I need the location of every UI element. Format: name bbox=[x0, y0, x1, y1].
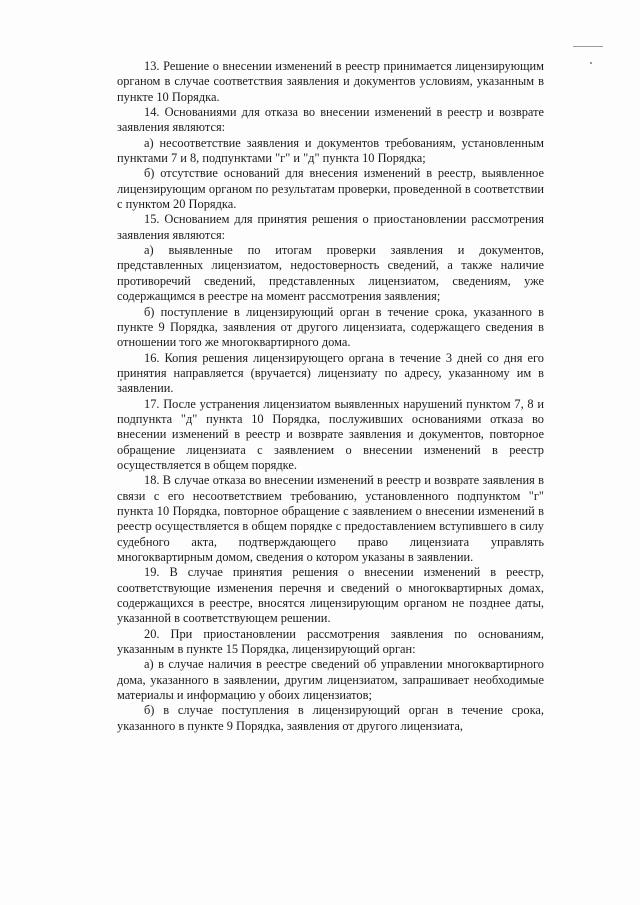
paragraph-13: 13. Решение о внесении изменений в реестр принимается лицензирующим органом в случае соответствия заявления и документов условиям, указанным в пункте 10 Порядка. bbox=[117, 59, 544, 104]
paragraph-20: 20. При приостановлении рассмотрения заявления по основаниям, указанным в пункте 15 Порядка, лицензирующий орган: bbox=[117, 626, 544, 657]
document-body bbox=[117, 59, 544, 734]
paragraph-17: 17. После устранения лицензиатом выявленных нарушений пунктом 7, 8 и подпункта "д" пункта 10 Порядка, послуживших основаниями отказа во внесении изменений в реестр и возврате заявления и документов, повторное обращение лицензиата с заявлением о внесении изменений в реестр осуществляется в общем порядке. bbox=[117, 396, 544, 472]
paragraph-16: 16. Копия решения лицензирующего органа в течение 3 дней со дня его принятия направляется (вручается) лицензиату по адресу, указанному им в заявлении. bbox=[117, 350, 544, 396]
paragraph-14: 14. Основаниями для отказа во внесении изменений в реестр и возврате заявления являются: bbox=[117, 105, 544, 135]
paragraph-19: 19. В случае принятия решения о внесении изменений в реестр, соответствующие изменения перечня и сведений о многоквартирных домах, содержащихся в реестре, вносятся лицензирующим органом не позднее даты, указанной в соответствующем решении. bbox=[117, 565, 544, 626]
paragraph-20-a: а) в случае наличия в реестре сведений об управлении многоквартирного дома, указанного в заявлении, другим лицензиатом, запрашивает необходимые материалы и информацию у обоих лицензиатов; bbox=[117, 657, 544, 703]
paragraph-18: 18. В случае отказа во внесении изменений в реестр и возврате заявления в связи с его несоответствием требованию, установленного подпунктом "г" пункта 10 Порядка, повторное обращение с заявлением о внесении изменений в реестр осуществляется в общем порядке с предоставлением вступившего в силу судебного акта, подтверждающего право лицензиата управлять многоквартирным домом, сведения о котором указаны в заявлении. bbox=[117, 473, 544, 564]
scan-mark-dot bbox=[590, 62, 592, 64]
paragraph-14-a: а) несоответствие заявления и документов требованиям, установленным пунктами 7 и 8, подпунктами "г" и "д" пункта 10 Порядка; bbox=[117, 135, 544, 166]
paragraph-14-b: б) отсутствие оснований для внесения изменений в реестр, выявленное лицензирующим органом по результатам проверки, проведенной в соответствии с пунктом 20 Порядка. bbox=[117, 166, 544, 212]
paragraph-15: 15. Основанием для принятия решения о приостановлении рассмотрения заявления являются: bbox=[117, 212, 544, 242]
paragraph-20-b: б) в случае поступления в лицензирующий орган в течение срока, указанного в пункте 9 Порядка, заявления от другого лицензиата, bbox=[117, 703, 544, 733]
paragraph-15-b: б) поступление в лицензирующий орган в течение срока, указанного в пункте 9 Порядка, заявления от другого лицензиата, содержащего сведения в отношении того же многоквартирного дома. bbox=[117, 304, 544, 350]
paragraph-15-a: а) выявленные по итогам проверки заявления и документов, представленных лицензиатом, недостоверность сведений, а также наличие противоречий сведений, представленных лицензиатом, сведениям, уже содержащимся в реестре на момент рассмотрения заявления; bbox=[117, 243, 544, 304]
scan-mark-line bbox=[573, 46, 603, 47]
